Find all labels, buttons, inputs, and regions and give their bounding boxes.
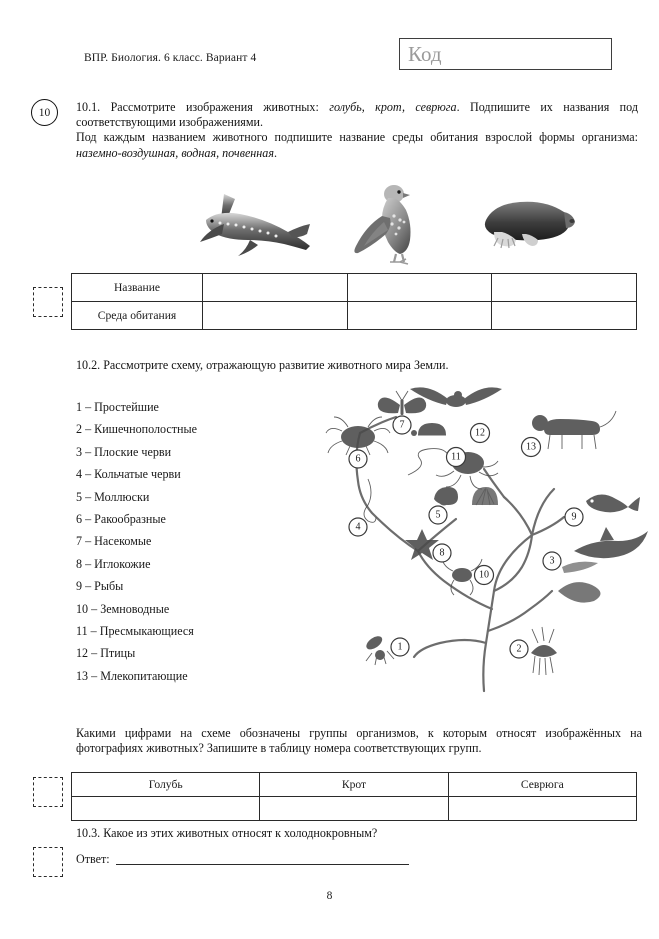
task-number-badge: 10 [31, 99, 58, 126]
instr-10-1-habitats: наземно-воздушная, водная, почвенная [76, 145, 274, 160]
list-item: 4 – Кольчатые черви [76, 467, 181, 482]
habitat-name-cell-3[interactable] [492, 274, 637, 302]
svg-text:6: 6 [355, 453, 361, 465]
answer-row-10-3 [76, 852, 409, 867]
page-number: 8 [326, 890, 333, 902]
table-row [72, 773, 637, 797]
habitat-name-cell-1[interactable] [203, 274, 348, 302]
flatworm-figure [558, 562, 601, 603]
svg-text:1: 1 [397, 641, 403, 653]
list-item: 8 – Иглокожие [76, 556, 151, 571]
list-item: 6 – Ракообразные [76, 511, 166, 526]
list-item: 3 – Плоские черви [76, 444, 172, 459]
svg-text:12: 12 [475, 427, 485, 439]
groups-answer-cell-pigeon[interactable] [72, 797, 260, 821]
subtask-10-2-question: Какими цифрами на схеме обозначены группы организмов, к которым относят изображённых на фотографиях животных? Запишите в таблицу номера соответствующих групп. [76, 726, 642, 756]
document-title: ВПР. Биология. 6 класс. Вариант 4 [84, 52, 257, 64]
pigeon-photo [342, 182, 434, 268]
groups-header-pigeon: Голубь [72, 773, 260, 797]
organism-groups-legend [76, 396, 306, 687]
evolution-tree-diagram [316, 385, 650, 695]
habitat-table [71, 273, 637, 330]
answer-label: Ответ: [76, 852, 110, 866]
svg-text:2: 2 [516, 643, 522, 655]
list-item: 1 – Простейшие [76, 400, 159, 414]
svg-text:5: 5 [435, 509, 441, 521]
svg-text:3: 3 [549, 555, 555, 567]
tree-node-12 [471, 424, 490, 443]
tree-node-4 [349, 518, 367, 536]
groups-answer-cell-mole[interactable] [260, 797, 448, 821]
table-row [72, 274, 637, 302]
tree-node-1 [391, 638, 409, 656]
list-item: 9 – Рыбы [76, 579, 124, 594]
turtle-figure [411, 423, 446, 436]
tree-node-2 [510, 640, 528, 658]
svg-text:8: 8 [439, 547, 445, 559]
groups-header-mole: Крот [260, 773, 448, 797]
svg-text:10: 10 [479, 569, 489, 581]
groups-answer-cell-sturgeon[interactable] [448, 797, 636, 821]
tree-node-6 [349, 450, 367, 468]
row-label-name: Название [72, 274, 203, 302]
octopus-figure [436, 452, 498, 489]
habitat-env-cell-1[interactable] [203, 302, 348, 330]
tree-node-9 [565, 508, 583, 526]
list-item: 12 – Птицы [76, 646, 136, 661]
table-row [72, 797, 637, 821]
tree-node-13 [522, 438, 541, 457]
instr-10-1-part1-end: . Подпишите их названия под соответствующими изображениями. [76, 100, 639, 130]
reptile-snake-figure [408, 449, 448, 475]
instr-10-1-part2: Под каждым названием животного подпишите название среды обитания взрослой формы организма: [76, 130, 638, 145]
list-item: 5 – Моллюски [76, 489, 150, 504]
tree-node-7 [393, 416, 411, 434]
mole-photo [480, 194, 576, 256]
list-item: 13 – Млекопитающие [76, 668, 188, 683]
tree-node-5 [429, 506, 447, 524]
list-item: 7 – Насекомые [76, 534, 152, 549]
mollusc-figure [434, 487, 498, 505]
instr-10-1-part1: 10.1. Рассмотрите изображения животных: [76, 100, 330, 114]
subtask-10-2-instructions: 10.2. Рассмотрите схему, отражающую развитие животного мира Земли. [76, 358, 449, 372]
code-field[interactable] [399, 38, 612, 70]
protozoa-figure [364, 634, 394, 665]
table-row [72, 302, 637, 330]
svg-text:11: 11 [451, 451, 461, 463]
subtask-10-1-instructions [76, 100, 638, 161]
sturgeon-photo [188, 190, 318, 262]
insect-figure [378, 391, 426, 415]
animal-photos-row [180, 182, 580, 268]
tree-node-11 [447, 448, 466, 467]
habitat-env-cell-3[interactable] [492, 302, 637, 330]
svg-text:9: 9 [571, 511, 577, 523]
mammal-figure [532, 411, 616, 449]
groups-header-sturgeon: Севрюга [448, 773, 636, 797]
tree-node-10 [475, 566, 494, 585]
svg-text:13: 13 [526, 441, 536, 453]
score-box-10-2[interactable] [33, 777, 63, 807]
list-item: 10 – Земноводные [76, 601, 170, 616]
cnidarian-figure [531, 627, 557, 675]
svg-text:4: 4 [355, 521, 361, 533]
list-item: 11 – Пресмыкающиеся [76, 623, 194, 638]
habitat-name-cell-2[interactable] [347, 274, 492, 302]
instr-10-1-part2-end: . [273, 145, 278, 160]
row-label-habitat: Среда обитания [72, 302, 203, 330]
subtask-10-3-question: 10.3. Какое из этих животных относят к холоднокровным? [76, 826, 378, 840]
instr-10-1-animals: голубь, крот, севрюга [329, 100, 457, 114]
code-placeholder-label: Код [408, 42, 442, 66]
fish-figure [586, 494, 640, 512]
tree-node-8 [433, 544, 451, 562]
score-box-10-3[interactable] [33, 847, 63, 877]
score-box-10-1[interactable] [33, 287, 63, 317]
answer-input-10-3[interactable] [116, 852, 409, 865]
habitat-env-cell-2[interactable] [347, 302, 492, 330]
svg-text:7: 7 [399, 419, 405, 431]
shark-figure [574, 527, 648, 558]
list-item: 2 – Кишечнополостные [76, 422, 198, 437]
groups-answer-table [71, 772, 637, 821]
tree-node-3 [543, 552, 561, 570]
